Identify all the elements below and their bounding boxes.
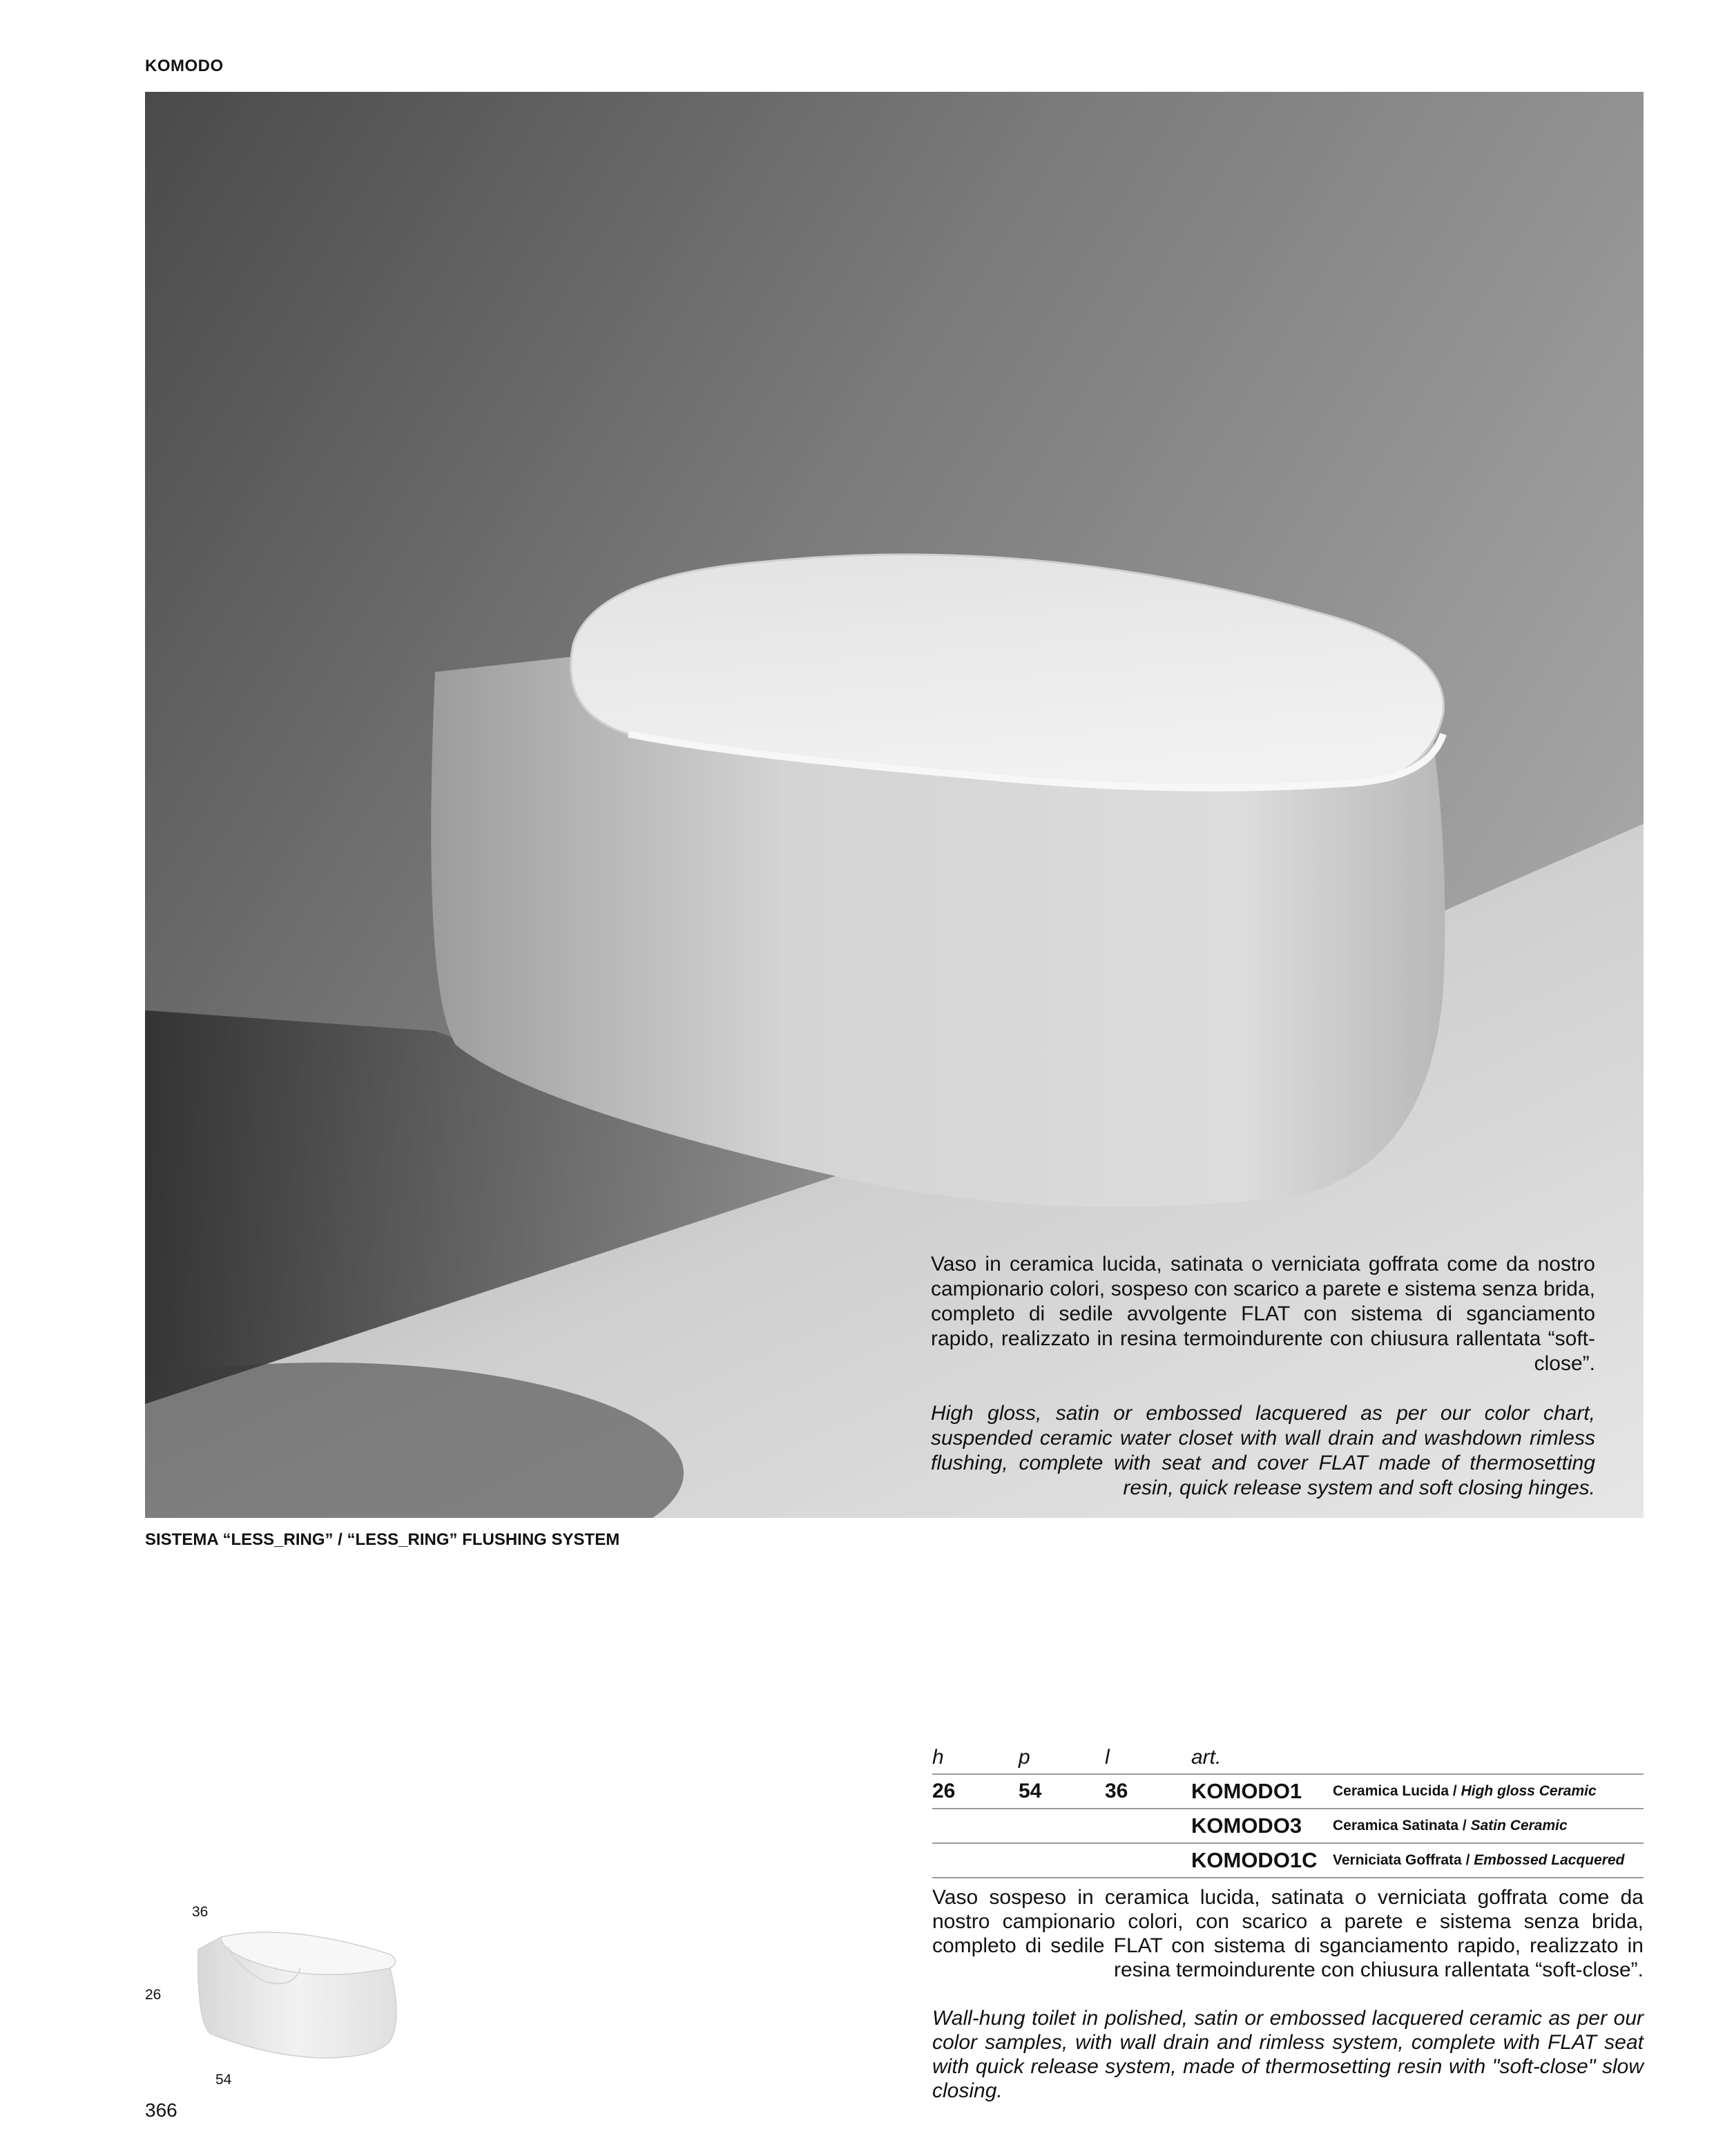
- cell-p: [1019, 1809, 1105, 1843]
- cell-l: 36: [1105, 1780, 1128, 1802]
- header-art: art.: [1191, 1742, 1333, 1774]
- flushing-system-caption: SISTEMA “LESS_RING” / “LESS_RING” FLUSHING SYSTEM: [145, 1530, 620, 1549]
- cell-h: [932, 1809, 1019, 1843]
- table-row: [932, 1809, 1644, 1843]
- dimension-depth-label: 54: [215, 2072, 232, 2088]
- hero-description-it: Vaso in ceramica lucida, satinata o verniciata goffrata come da nostro campionario colori, sospeso con scarico a parete e sistema senza brida, completo di sedile avvolgente FLAT con sistema di sganciamento rapido, realizzato in resina termoindurente con chiusura rallentata “soft-close”.: [931, 1253, 1595, 1375]
- cell-code: KOMODO1C: [1191, 1848, 1318, 1872]
- cell-l: [1105, 1809, 1191, 1843]
- finish-en: High gloss Ceramic: [1461, 1783, 1597, 1799]
- hero-photo: [145, 92, 1644, 1518]
- hero-description: [931, 1252, 1595, 1501]
- header-h: h: [932, 1742, 1019, 1774]
- header-l: l: [1105, 1742, 1191, 1774]
- dimension-height-label: 26: [145, 1987, 162, 2003]
- spec-table: [932, 1742, 1644, 1878]
- finish-en: Embossed Lacquered: [1474, 1852, 1625, 1868]
- finish-it: Ceramica Lucida /: [1333, 1783, 1457, 1799]
- header-p: p: [1019, 1742, 1105, 1774]
- cell-p: 54: [1019, 1780, 1042, 1802]
- page-title: KOMODO: [145, 57, 224, 75]
- product-thumbnail: [183, 1903, 411, 2072]
- hero-description-en: High gloss, satin or embossed lacquered as per our color chart, suspended ceramic water closet with wall drain and washdown rimless flushing, complete with seat and cover FLAT made of thermosetting resin, quick release system and soft closing hinges.: [931, 1402, 1595, 1499]
- page-number: 366: [145, 2099, 177, 2121]
- cell-p: [1019, 1843, 1105, 1878]
- cell-l: [1105, 1843, 1191, 1878]
- cell-finish: [1333, 1774, 1644, 1809]
- finish-it: Verniciata Goffrata /: [1333, 1852, 1470, 1868]
- cell-h: [932, 1843, 1019, 1878]
- cell-code: KOMODO1: [1191, 1779, 1302, 1803]
- dimension-width-label: 36: [192, 1904, 209, 1920]
- finish-it: Ceramica Satinata /: [1333, 1818, 1467, 1833]
- cell-code: KOMODO3: [1191, 1813, 1302, 1838]
- product-description: [932, 1885, 1644, 2103]
- cell-finish: [1333, 1843, 1644, 1878]
- toilet-thumbnail-drawing: [183, 1903, 411, 2068]
- product-description-en: Wall-hung toilet in polished, satin or embossed lacquered ceramic as per our color samples, with wall drain and rimless system, complete with FLAT seat with quick release system, made of thermosetting resin with "soft-close" slow closing.: [932, 2007, 1644, 2102]
- cell-h: 26: [932, 1780, 956, 1802]
- table-header-row: [932, 1742, 1644, 1774]
- table-row: [932, 1774, 1644, 1809]
- product-description-it: Vaso sospeso in ceramica lucida, satinata o verniciata goffrata come da nostro campionario colori, con scarico a parete e sistema senza brida, completo di sedile FLAT con sistema di sganciamento rapido, realizzato in resina termoindurente con chiusura rallentata “soft-close”.: [932, 1886, 1644, 1981]
- cell-finish: [1333, 1809, 1644, 1843]
- finish-en: Satin Ceramic: [1470, 1818, 1568, 1833]
- table-row: [932, 1843, 1644, 1878]
